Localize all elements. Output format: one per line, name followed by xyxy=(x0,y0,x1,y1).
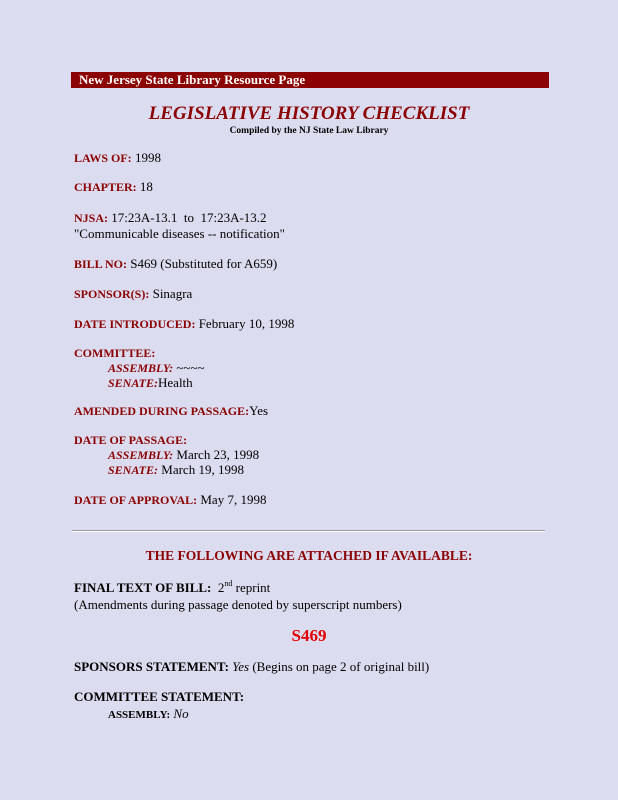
bill-number-heading: S469 xyxy=(291,626,327,645)
laws-of-label: LAWS OF: xyxy=(74,151,132,165)
amended-label: AMENDED DURING PASSAGE: xyxy=(74,404,250,418)
amended-row xyxy=(74,403,268,419)
date-of-passage-label: DATE OF PASSAGE: xyxy=(74,433,188,447)
committee-senate-label: SENATE: xyxy=(108,376,159,390)
njsa-row xyxy=(74,210,267,226)
committee-statement-row xyxy=(74,689,244,705)
passage-senate-label: SENATE: xyxy=(108,463,159,477)
committee-label-row xyxy=(74,345,155,361)
final-text-reprint xyxy=(218,580,270,595)
committee-assembly-label: ASSEMBLY: xyxy=(108,361,174,375)
date-introduced-value: February 10, 1998 xyxy=(198,316,295,331)
section-divider xyxy=(72,530,545,532)
sponsors-statement-label: SPONSORS STATEMENT: xyxy=(74,659,229,674)
njsa-value: 17:23A-13.1 to 17:23A-13.2 xyxy=(111,210,267,225)
date-introduced-label: DATE INTRODUCED: xyxy=(74,317,196,331)
chapter-row xyxy=(74,179,153,195)
date-of-approval-value: May 7, 1998 xyxy=(200,492,267,507)
passage-assembly-value: March 23, 1998 xyxy=(176,447,260,462)
passage-senate-row xyxy=(108,462,244,478)
committee-senate-value: Health xyxy=(158,375,193,390)
reprint-number: 2 xyxy=(217,580,225,595)
sponsors-row xyxy=(74,286,192,302)
bill-no-row xyxy=(74,256,277,272)
passage-assembly-label: ASSEMBLY: xyxy=(108,448,174,462)
attached-heading: THE FOLLOWING ARE ATTACHED IF AVAILABLE: xyxy=(145,548,473,563)
final-text-note: (Amendments during passage denoted by superscript numbers) xyxy=(74,597,402,612)
page-title: LEGISLATIVE HISTORY CHECKLIST xyxy=(148,103,470,124)
sponsors-label: SPONSOR(S): xyxy=(74,287,150,301)
committee-statement-label: COMMITTEE STATEMENT: xyxy=(74,689,245,704)
reprint-superscript: nd xyxy=(224,579,233,588)
committee-assembly-row xyxy=(108,360,205,376)
chapter-value: 18 xyxy=(139,179,153,194)
passage-senate-value: March 19, 1998 xyxy=(161,462,244,477)
final-text-label: FINAL TEXT OF BILL: xyxy=(74,580,212,595)
date-of-approval-label: DATE OF APPROVAL: xyxy=(74,493,198,507)
date-of-approval-row xyxy=(74,492,266,508)
committee-statement-assembly-label: ASSEMBLY: xyxy=(108,709,171,721)
sponsors-statement-note: (Begins on page 2 of original bill) xyxy=(252,659,430,674)
date-of-passage-label-row xyxy=(74,432,187,448)
header-banner: New Jersey State Library Resource Page xyxy=(71,72,549,88)
final-text-row xyxy=(74,580,270,596)
passage-assembly-row xyxy=(108,447,259,463)
committee-statement-assembly-row xyxy=(108,706,189,723)
njsa-label: NJSA: xyxy=(74,211,109,225)
chapter-label: CHAPTER: xyxy=(74,180,137,194)
reprint-word: reprint xyxy=(235,580,271,595)
committee-assembly-value: ~~~~ xyxy=(176,360,205,375)
bill-no-value: S469 (Substituted for A659) xyxy=(130,256,278,271)
committee-senate-row xyxy=(108,375,193,391)
sponsors-statement-row xyxy=(74,659,429,675)
laws-of-value: 1998 xyxy=(134,150,161,165)
page-subtitle: Compiled by the NJ State Law Library xyxy=(229,126,389,136)
bill-no-label: BILL NO: xyxy=(74,257,128,271)
committee-statement-assembly-value: No xyxy=(173,706,189,721)
laws-of-row xyxy=(74,150,161,166)
committee-label: COMMITTEE: xyxy=(74,346,156,360)
sponsors-statement-value: Yes xyxy=(232,659,250,674)
date-introduced-row xyxy=(74,316,294,332)
njsa-description: "Communicable diseases -- notification" xyxy=(74,226,285,241)
amended-value: Yes xyxy=(249,403,269,418)
sponsors-value: Sinagra xyxy=(152,286,193,301)
